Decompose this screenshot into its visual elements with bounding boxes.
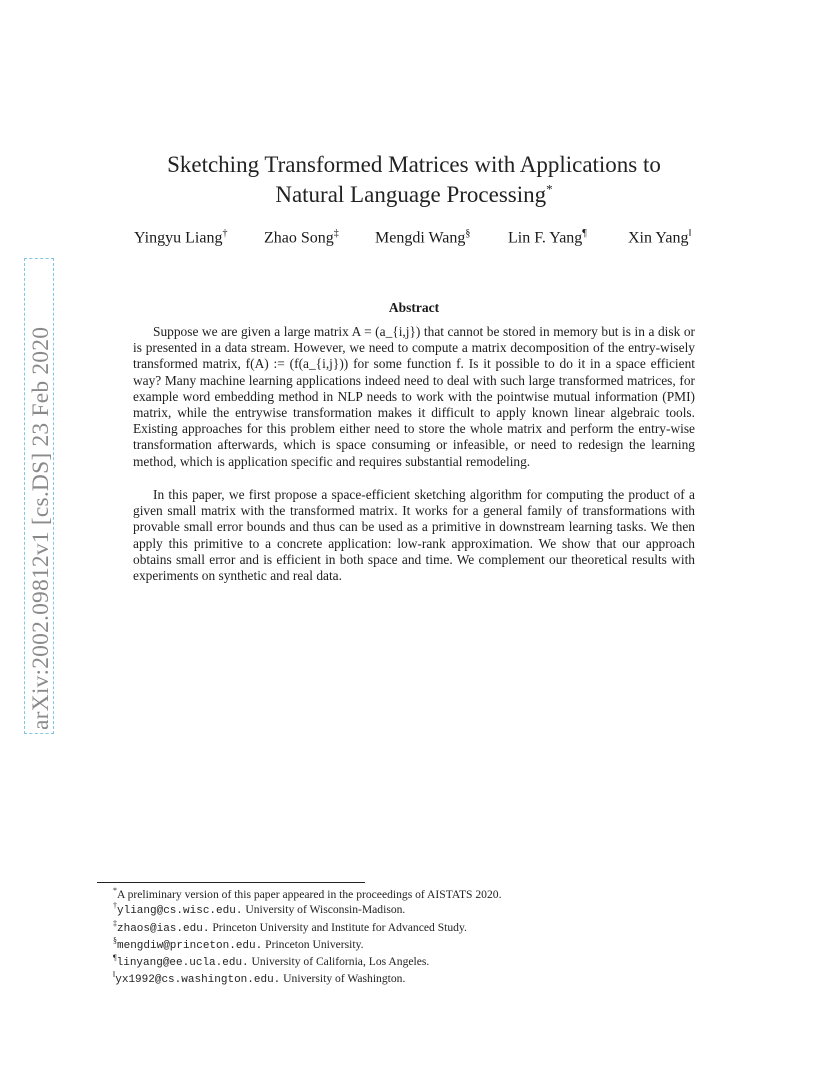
abstract-paragraph-1 — [133, 324, 695, 470]
author-name: Zhao Song — [264, 229, 334, 247]
paper-title-line-1: Sketching Transformed Matrices with Applications to — [167, 152, 661, 177]
title-footnote-mark: * — [546, 181, 553, 197]
author — [134, 228, 227, 247]
footnote-email: mengdiw@princeton.edu. — [117, 939, 263, 952]
footnote-rule — [97, 882, 365, 883]
footnote-mark: § — [113, 936, 117, 946]
author-name: Yingyu Liang — [134, 229, 223, 247]
author — [628, 228, 691, 247]
footnote-mark: ‡ — [113, 918, 117, 928]
arxiv-identifier: arXiv:2002.09812v1 [cs.DS] 23 Feb 2020 — [28, 326, 54, 730]
footnote-text: University of Wisconsin-Madison. — [242, 903, 406, 917]
author-mark: ‖ — [688, 228, 692, 239]
author-list — [134, 228, 704, 252]
paper-title-line-2 — [0, 180, 828, 210]
author-mark: § — [465, 228, 471, 239]
author-mark: † — [222, 228, 228, 239]
footnote-text: University of Washington. — [280, 972, 406, 986]
abstract-text-2: In this paper, we first propose a space-efficient sketching algorithm for computing the product of a given small matrix with the transformed matrix. It works for a general family of transformations with provable small error bounds and thus can be used as a primitive in downstream learning tasks. We then apply this primitive to a concrete application: low-rank approximation. We show that our approach obtains small error and is efficient in both space and time. We complement our theoretical results with experiments on synthetic and real data. — [133, 487, 695, 584]
footnote-text: Princeton University. — [262, 937, 364, 951]
footnote-text: University of California, Los Angeles. — [248, 955, 430, 969]
footnote-mark: ¶ — [113, 953, 117, 963]
abstract-heading: Abstract — [388, 300, 440, 315]
footnote-text: A preliminary version of this paper appeared in the proceedings of AISTATS 2020. — [117, 888, 502, 901]
author-name: Xin Yang — [628, 229, 689, 247]
footnotes — [113, 887, 733, 989]
author — [375, 228, 470, 247]
footnote — [113, 902, 733, 919]
footnote-email: linyang@ee.ucla.edu. — [116, 957, 249, 970]
footnote — [113, 954, 733, 971]
footnote-mark: * — [113, 886, 117, 896]
author-mark: ¶ — [582, 228, 587, 239]
author-name: Mengdi Wang — [375, 229, 466, 247]
footnote-mark: † — [113, 901, 117, 911]
abstract-paragraph-2 — [133, 487, 695, 584]
author — [264, 228, 339, 247]
author-name: Lin F. Yang — [508, 229, 583, 247]
paper-title-line-2-text: Natural Language Processing — [275, 182, 547, 207]
footnote — [113, 887, 733, 902]
author — [508, 228, 587, 247]
footnote-mark: ‖ — [113, 970, 116, 980]
footnote-email: yliang@cs.wisc.edu. — [117, 905, 243, 918]
footnote-text: Princeton University and Institute for Advanced Study. — [209, 920, 467, 934]
author-mark: ‡ — [333, 228, 339, 239]
abstract-text-1: Suppose we are given a large matrix A = (a_{i,j}) that cannot be stored in memory but is in a disk or is presented in a data stream. However, we need to compute a matrix decomposition of the entry-wisely transformed matrix, f(A) := (f(a_{i,j})) for some function f. Is it possible to do it in a space efficient way? Many machine learning applications indeed need to deal with such large transformed matrices, for example word embedding method in NLP needs to work with the pointwise mutual information (PMI) matrix, while the entrywise transformation makes it difficult to apply known linear algebraic tools. Existing approaches for this problem either need to store the whole matrix and perform the entry-wise transformation afterwards, which is space consuming or infeasible, or need to redesign the learning method, which is application specific and requires substantial remodeling. — [133, 324, 695, 469]
footnote-email: zhaos@ias.edu. — [117, 922, 210, 935]
footnote — [113, 937, 733, 954]
footnote-email: yx1992@cs.washington.edu. — [115, 974, 281, 987]
footnote — [113, 971, 733, 988]
footnote — [113, 920, 733, 937]
